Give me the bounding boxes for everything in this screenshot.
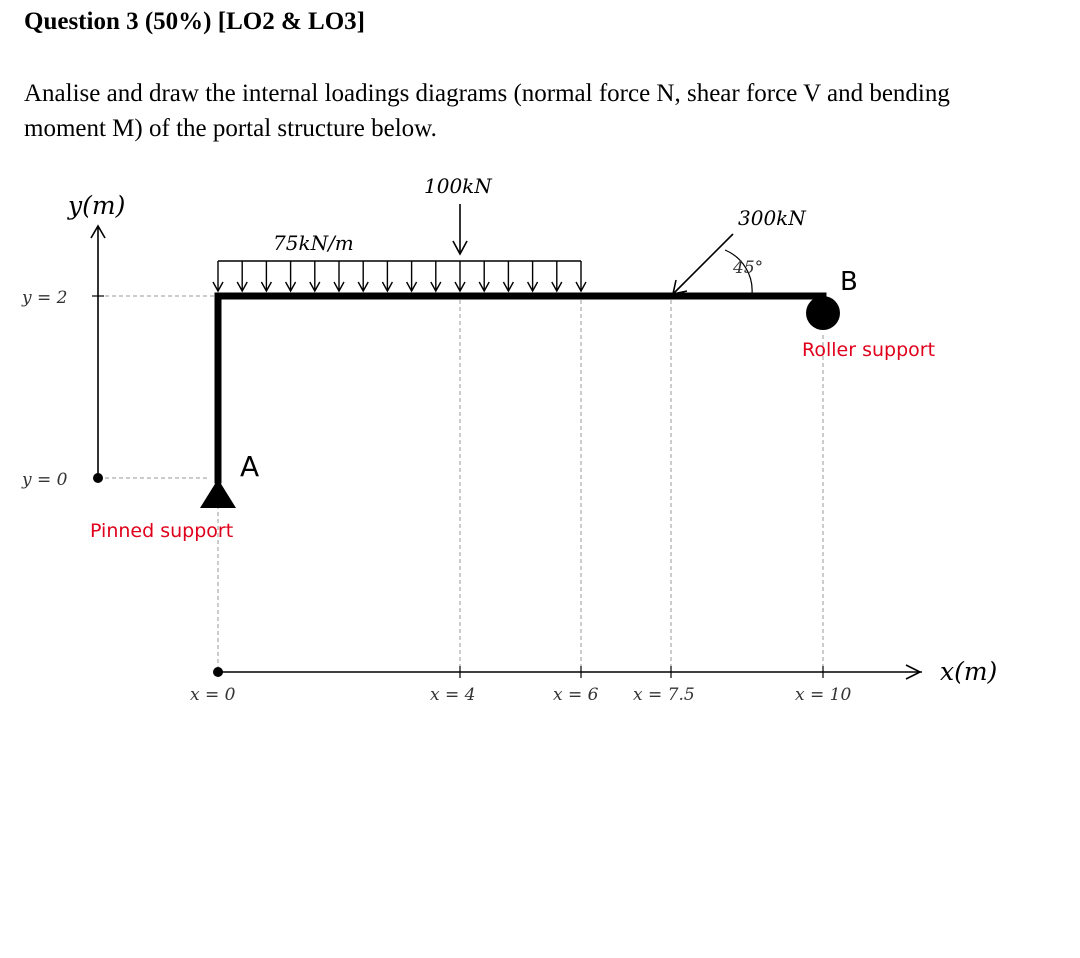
guide-lines bbox=[98, 296, 823, 670]
y-tick-2: y = 2 bbox=[22, 288, 68, 308]
support-b-type: Roller support bbox=[802, 339, 936, 361]
support-b bbox=[802, 267, 935, 361]
x-axis-label: x(m) bbox=[940, 657, 998, 686]
x-tick-10: x = 10 bbox=[795, 685, 852, 705]
x-axis bbox=[190, 657, 997, 705]
question-text: Analise and draw the internal loadings diagrams (normal force N, shear force V and bending moment M) of the portal structure below. bbox=[24, 80, 950, 142]
point-load-label: 100kN bbox=[424, 174, 492, 198]
roller-support-icon bbox=[806, 296, 840, 330]
support-a bbox=[90, 450, 259, 542]
x-tick-4: x = 4 bbox=[430, 685, 476, 705]
x-tick-7-5: x = 7.5 bbox=[633, 685, 695, 705]
portal-frame bbox=[218, 296, 823, 480]
y-tick-0: y = 0 bbox=[22, 470, 68, 490]
inclined-load-arrow bbox=[674, 234, 733, 293]
pinned-support-icon bbox=[200, 479, 236, 508]
inclined-load bbox=[673, 206, 807, 294]
inclined-load-label: 300kN bbox=[738, 206, 806, 230]
support-a-type: Pinned support bbox=[90, 520, 234, 542]
support-a-label: A bbox=[240, 450, 260, 483]
question-title: Question 3 (50%) [LO2 & LO3] bbox=[24, 8, 365, 35]
x-tick-6: x = 6 bbox=[553, 685, 599, 705]
support-b-label: B bbox=[840, 267, 858, 297]
distributed-load-label: 75kN/m bbox=[273, 231, 354, 255]
y-axis-origin-dot bbox=[93, 473, 103, 483]
point-load bbox=[424, 174, 493, 254]
distributed-load-arrows bbox=[213, 261, 586, 291]
distributed-load bbox=[213, 231, 586, 291]
y-axis-label: y(m) bbox=[68, 191, 126, 220]
x-axis-origin-dot bbox=[213, 667, 223, 677]
inclined-angle-label: 45° bbox=[733, 258, 764, 278]
x-tick-0: x = 0 bbox=[190, 685, 236, 705]
y-axis bbox=[21, 191, 125, 490]
